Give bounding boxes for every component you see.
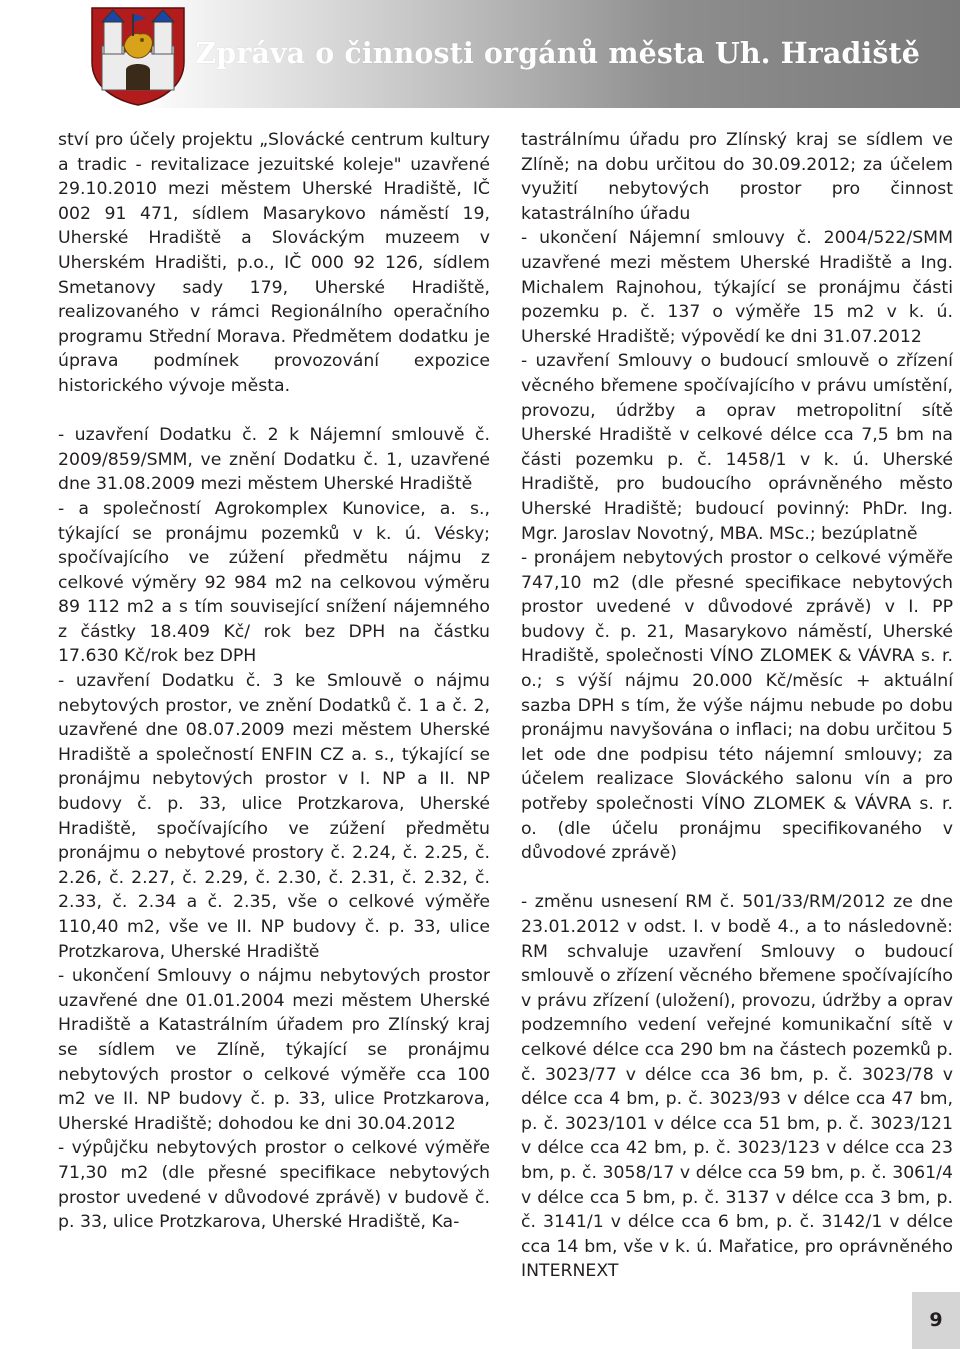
page-header-title: Zpráva o činnosti orgánů města Uh. Hradiště — [195, 36, 920, 70]
paragraph: - pronájem nebytových prostor o celkové výměře 747,10 m2 (dle přesné specifikace nebytových prostor uvedené v důvodové zprávě) v I. PP budovy č. p. 21, Masarykovo náměstí, Uherské Hradiště, společnosti VÍNO ZLOMEK & VÁVRA s. r. o.; s výší nájmu 20.000 Kč/měsíc + aktuální sazba DPH s tím, že výše nájmu nebude po dobu pronájmu navyšována o inflaci; na dobu určitou 5 let ode dne podpisu této nájemní smlouvy; za účelem realizace Slováckého salonu vín a pro potřeby společnosti VÍNO ZLOMEK & VÁVRA s. r. o. (dle účelu pronájmu specifikovaného v důvodové zprávě) — [521, 548, 953, 864]
paragraph: ství pro účely projektu „Slovácké centrum kultury a tradic - revitalizace jezuitské koleje" uzavřené 29.10.2010 mezi městem Uherské Hradiště, IČ 002 91 471, sídlem Masarykovo náměstí 19, Uherské Hradiště a Slováckým muzeem v Uherském Hradišti, p.o., IČ 000 92 126, sídlem Smetanovy sady 179, Uherské Hradiště, realizovaného v rámci Regionálního operačního programu Střední Morava. Předmětem dodatku je úprava podmínek provozování expozice historického vývoje města. — [58, 130, 490, 396]
paragraph: - ukončení Nájemní smlouvy č. 2004/522/SMM uzavřené mezi městem Uherské Hradiště a Ing. Michalem Rajnohou, týkající se pronájmu části pozemku p. č. 137 o výměře 15 m2 v k. ú. Uherské Hradiště; výpovědí ke dni 31.07.2012 — [521, 228, 953, 347]
paragraph: - uzavření Dodatku č. 2 k Nájemní smlouvě č. 2009/859/SMM, ve znění Dodatku č. 1, uzavřené dne 31.08.2009 mezi městem Uherské Hradiště — [58, 425, 490, 495]
paragraph: - a společností Agrokomplex Kunovice, a. s., týkající se pronájmu pozemků v k. ú. Vésky; spočívajícího ve zúžení předmětu nájmu z celkové výměry 92 984 m2 na celkovou výměru 89 112 m2 a s tím související snížení nájemného z částky 18.409 Kč/ rok bez DPH na částku 17.630 Kč/rok bez DPH — [58, 498, 490, 667]
paragraph: - uzavření Dodatku č. 3 ke Smlouvě o nájmu nebytových prostor, ve znění Dodatků č. 1 a č. 2, uzavřené dne 08.07.2009 mezi městem Uherské Hradiště a společností ENFIN CZ a. s., týkající se pronájmu nebytových prostor v I. NP a II. NP budovy č. p. 33, ulice Protzkarova, Uherské Hradiště, spočívajícího ve zúžení předmětu pronájmu o nebytové prostory č. 2.24, č. 2.25, č. 2.26, č. 2.27, č. 2.29, č. 2.30, č. 2.31, č. 2.32, č. 2.33, č. 2.34 a č. 2.35, vše o celkové výměře 110,40 m2, vše ve II. NP budovy č. p. 33, ulice Protzkarova, Uherské Hradiště — [58, 671, 490, 962]
paragraph: tastrálnímu úřadu pro Zlínský kraj se sídlem ve Zlíně; na dobu určitou do 30.09.2012; za účelem využití nebytových prostor pro činnost katastrálního úřadu — [521, 130, 953, 224]
left-text-column — [58, 128, 490, 1235]
right-text-column — [521, 128, 953, 1284]
page-header — [0, 0, 960, 108]
paragraph: - změnu usnesení RM č. 501/33/RM/2012 ze dne 23.01.2012 v odst. I. v bodě 4., a to následovně: RM schvaluje uzavření Smlouvy o budoucí smlouvě o zřízení věcného břemene spočívajícího v právu zřízení (uložení), provozu, údržby a oprav podzemního vedení veřejné komunikační sítě v celkové délce cca 290 bm na částech pozemků p. č. 3023/77 v délce cca 36 bm, p. č. 3023/78 v délce cca 4 bm, p. č. 3023/93 v délce cca 47 bm, p. č. 3023/101 v délce cca 51 bm, p. č. 3023/121 v délce cca 42 bm, p. č. 3023/123 v délce cca 23 bm, p. č. 3058/17 v délce cca 59 bm, p. č. 3061/4 v délce cca 5 bm, p. č. 3137 v délce cca 3 bm, p. č. 3141/1 v délce cca 6 bm, p. č. 3142/1 v délce cca 14 bm, vše v k. ú. Mařatice, pro oprávněného INTERNEXT — [521, 892, 953, 1282]
paragraph: - ukončení Smlouvy o nájmu nebytových prostor uzavřené dne 01.01.2004 mezi městem Uherské Hradiště a Katastrálním úřadem pro Zlínský kraj se sídlem ve Zlíně, týkající se pronájmu nebytových prostor o celkové výměře cca 100 m2 ve II. NP budovy č. p. 33, ulice Protzkarova, Uherské Hradiště; dohodou ke dni 30.04.2012 — [58, 966, 490, 1134]
page-number: 9 — [929, 1309, 943, 1331]
page-number-box — [912, 1292, 960, 1349]
city-coat-of-arms-icon — [78, 2, 198, 106]
paragraph: - výpůjčku nebytových prostor o celkové výměře 71,30 m2 (dle přesné specifikace nebytových prostor uvedené v důvodové zprávě) v budově č. p. 33, ulice Protzkarova, Uherské Hradiště, Ka- — [58, 1138, 490, 1233]
paragraph: - uzavření Smlouvy o budoucí smlouvě o zřízení věcného břemene spočívajícího v právu umístění, provozu, údržby a oprav metropolitní sítě Uherské Hradiště v celkové délce cca 7,5 bm na části pozemku p. č. 1458/1 v k. ú. Uherské Hradiště, pro budoucího oprávněného město Uherské Hradiště; budoucí povinný: PhDr. Ing. Mgr. Jaroslav Novotný, MBA. MSc.; bezúplatně — [521, 351, 953, 544]
